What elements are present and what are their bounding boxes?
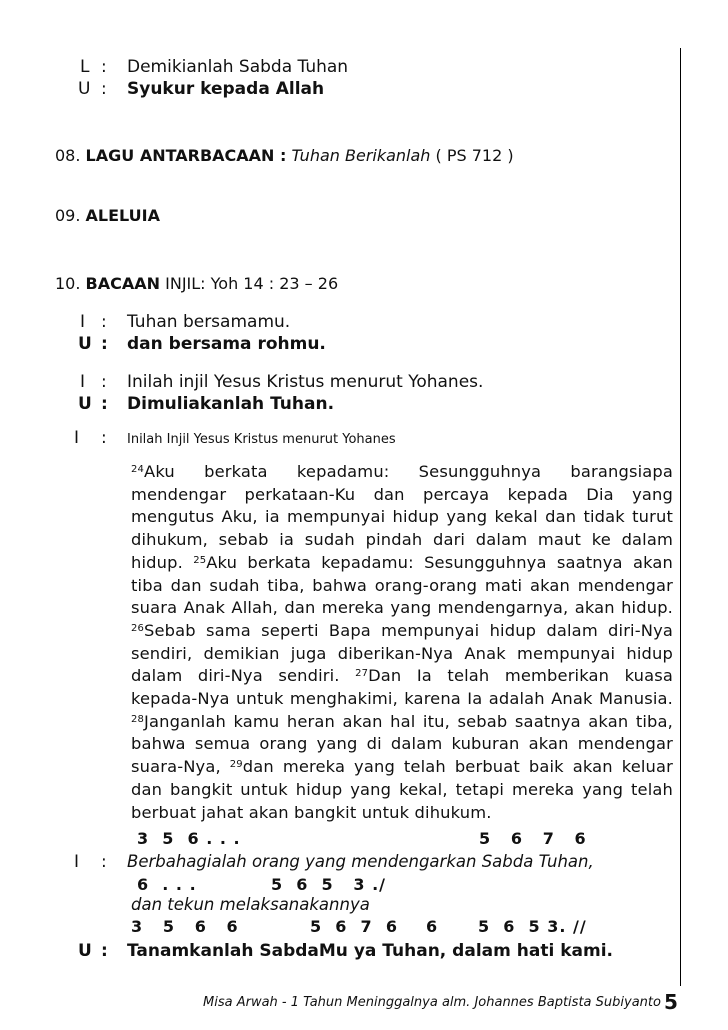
- section-number: 09.: [55, 206, 81, 225]
- verse-block: [131, 553, 673, 617]
- acclamation-line: Berbahagialah orang yang mendengarkan Sabda Tuhan,: [127, 852, 594, 871]
- song-title: Tuhan Berikanlah: [291, 146, 431, 165]
- speaker-label: L: [80, 57, 90, 77]
- gospel-text: [131, 461, 673, 824]
- music-notes: 3 5 6 6: [131, 917, 239, 936]
- verse-text: Janganlah kamu heran akan hal itu, sebab saatnya akan tiba, bahwa semua orang yang di dalam kuburan akan mendengar suara-Nya,: [131, 711, 673, 777]
- section-number: 10.: [55, 274, 81, 293]
- dialog-text: Inilah Injil Yesus Kristus menurut Yohanes: [127, 432, 396, 447]
- music-notes: 5 6 5 3 ./: [271, 875, 387, 894]
- dialog-text: Demikianlah Sabda Tuhan: [127, 57, 349, 77]
- music-notes: 5 6 7 6: [310, 917, 398, 936]
- footer-text: Misa Arwah - 1 Tahun Meninggalnya alm. Johannes Baptista Subiyanto: [203, 995, 661, 1010]
- speaker-separator: :: [101, 852, 107, 872]
- speaker-label: U: [78, 334, 92, 354]
- verse-number: 27: [355, 668, 369, 680]
- dialog-text: Dimuliakanlah Tuhan.: [127, 394, 335, 414]
- dialog-text: Inilah injil Yesus Kristus menurut Yohanes.: [127, 372, 484, 392]
- speaker-label: U: [78, 941, 92, 961]
- speaker-separator: :: [101, 941, 108, 961]
- section-heading-10: [55, 274, 338, 294]
- speaker-separator: :: [101, 79, 107, 99]
- right-margin-rule: [680, 48, 681, 986]
- dialog-text: dan bersama rohmu.: [127, 334, 326, 354]
- music-notes: 3 5 6 . . .: [137, 829, 241, 848]
- song-reference: ( PS 712 ): [435, 146, 514, 165]
- speaker-separator: :: [101, 334, 108, 354]
- verse-text: Aku berkata kepadamu: Sesungguhnya barangsiapa mendengar perkataan-Ku dan percaya kepada Dia yang mengutus Aku, ia mempunyai hidup yang kekal dan tidak turut dihukum, sebab ia sudah pindah dari dalam maut ke dalam hidup.: [131, 462, 673, 572]
- speaker-separator: :: [101, 372, 107, 392]
- acclamation-line: Tanamkanlah SabdaMu ya Tuhan, dalam hati kami.: [127, 941, 613, 961]
- verse-text: dan mereka yang telah berbuat baik akan keluar dan bangkit untuk hidup yang kekal, tetapi mereka yang telah berbuat jahat akan bangkit untuk dihukum.: [131, 757, 673, 822]
- verse-number: 25: [193, 554, 207, 566]
- section-title: BACAAN: [85, 274, 161, 293]
- acclamation-line: dan tekun melaksanakannya: [131, 895, 370, 914]
- speaker-separator: :: [101, 394, 108, 414]
- verse-number: 28: [131, 713, 145, 725]
- speaker-separator: :: [101, 428, 107, 448]
- section-title: ALELUIA: [85, 206, 161, 225]
- reading-reference: INJIL: Yoh 14 : 23 – 26: [165, 274, 339, 293]
- speaker-separator: :: [101, 312, 107, 332]
- speaker-label: I: [74, 428, 80, 448]
- music-notes: 5 6 7 6: [479, 829, 587, 848]
- music-notes: 6: [426, 917, 439, 936]
- speaker-label: I: [74, 852, 80, 872]
- speaker-label: I: [80, 372, 86, 392]
- speaker-label: U: [78, 394, 92, 414]
- verse-text: Sebab sama seperti Bapa mempunyai hidup dalam diri-Nya sendiri, demikian juga diberikan-Nya Anak mempunyai hidup dalam diri-Nya sendiri.: [131, 620, 673, 686]
- page-number: 5: [664, 990, 678, 1014]
- section-heading-09: [55, 206, 160, 226]
- verse-text: Dan Ia telah memberikan kuasa kepada-Nya untuk menghakimi, karena Ia adalah Anak Manusia.: [131, 666, 674, 709]
- speaker-separator: :: [101, 57, 107, 77]
- dialog-text: Tuhan bersamamu.: [127, 312, 291, 332]
- verse-number: 24: [131, 464, 145, 475]
- verse-number: 29: [229, 759, 243, 771]
- verse-text: Aku berkata kepadamu: Sesungguhnya saatnya akan tiba dan sudah tiba, bahwa orang-orang mati akan mendengar suara Anak Allah, dan mereka yang mendengarnya, akan hidup.: [131, 552, 673, 618]
- dialog-text: Syukur kepada Allah: [127, 79, 325, 99]
- verse-number: 26: [131, 622, 145, 634]
- section-title: LAGU ANTARBACAAN :: [85, 146, 287, 165]
- music-notes: 6 . . .: [137, 875, 197, 894]
- music-notes: 5 6 5 3. //: [478, 917, 587, 936]
- section-heading-08: [55, 146, 514, 166]
- speaker-label: U: [78, 79, 91, 99]
- speaker-label: I: [80, 312, 86, 332]
- section-number: 08.: [55, 146, 81, 165]
